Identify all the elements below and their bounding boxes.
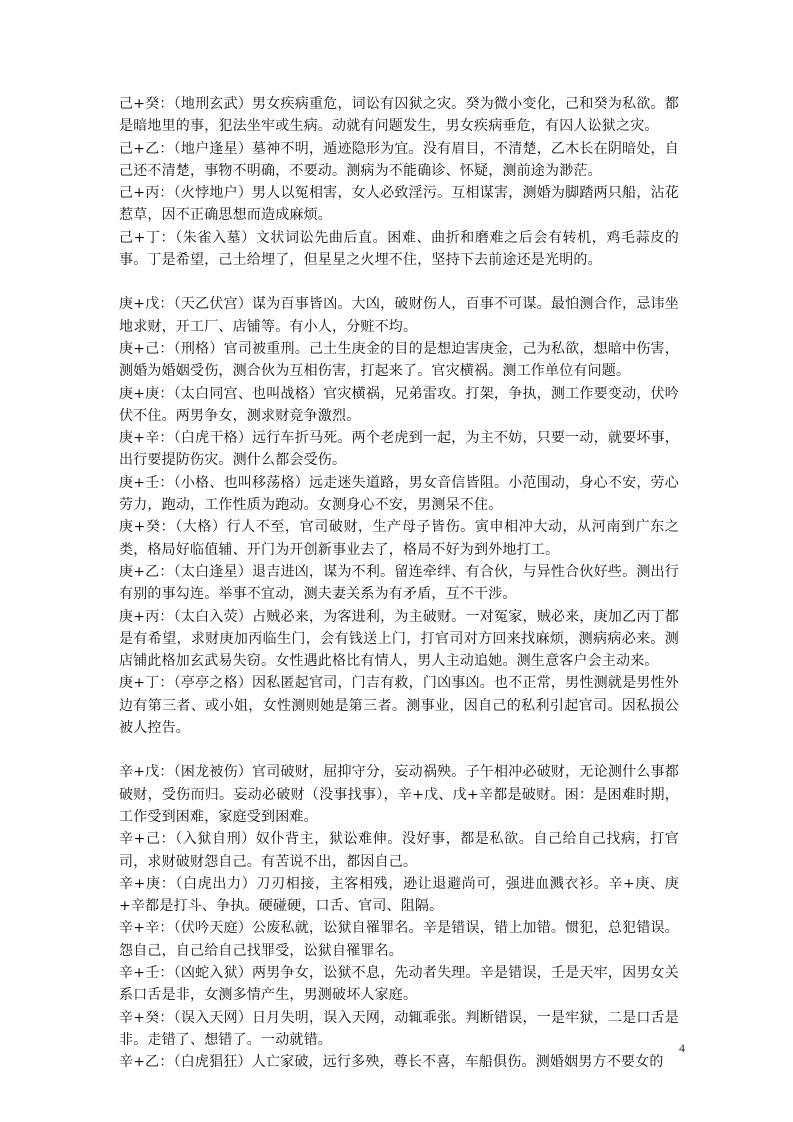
combination-entry: 己+丁：（朱雀入墓）文状词讼先曲后直。困难、曲折和磨难之后会有转机，鸡毛蒜皮的事。丁是希望，己土给埋了，但星星之火埋不住，坚持下去前途还是光明的。 — [119, 229, 679, 269]
combination-entry: 庚+己：（刑格）官司被重刑。己土生庚金的目的是想迫害庚金，己为私欲，想暗中伤害，测婚为婚姻受伤，测合伙为互相伤害，打起来了。官灾横祸。测工作单位有问题。 — [119, 340, 679, 380]
combination-entry: 辛+癸：（误入天网）日月失明，误入天网，动辄乖张。判断错误，一是牢狱，二是口舌是非。走错了、想错了。一动就错。 — [119, 1009, 679, 1048]
combination-entry: 庚+辛：（白虎干格）远行车折马死。两个老虎到一起，为主不妨，只要一动，就要坏事，出行要提防伤灾。测什么都会受伤。 — [119, 430, 679, 469]
combination-entry: 庚+庚：（太白同宫、也叫战格）官灾横祸，兄弟雷攻。打架，争执，测工作要变动，伏吟伏不住。两男争女，测求财竞争激烈。 — [119, 385, 679, 424]
combination-entry: 辛+庚：（白虎出力）刀刃相接，主客相残，逊让退避尚可，强进血溅衣衫。辛+庚、庚+辛都是打斗、争执。硬碰硬，口舌、官司、阻隔。 — [119, 875, 679, 915]
combination-entry: 己+癸：（地刑玄武）男女疾病重危，词讼有囚狱之灾。癸为微小变化，己和癸为私欲。都是暗地里的事，犯法坐牢或生病。动就有问题发生，男女疾病垂危，有囚人讼狱之灾。 — [119, 96, 679, 135]
combination-entry: 庚+戊：（天乙伏宫）谋为百事皆凶。大凶，破财伤人，百事不可谋。最怕测合作，忌讳坐地求财，开工厂、店铺等。有小人，分赃不均。 — [119, 296, 679, 335]
combination-entry: 庚+癸：（大格）行人不至，官司破财，生产母子皆伤。寅申相冲大动，从河南到广东之类，格局好临值辅、开门为开创新事业去了，格局不好为到外地打工。 — [119, 519, 679, 558]
combination-entry: 辛+戊：（困龙被伤）官司破财，屈抑守分，妄动祸殃。子午相冲必破财，无论测什么事都破财，受伤而归。妄动必破财（没事找事），辛+戊、戊+辛都是破财。困：是困难时期，工作受到困难，家庭受到困难。 — [119, 764, 679, 825]
group-spacer — [119, 739, 679, 761]
combination-entry: 辛+己：（入狱自刑）奴仆背主，狱讼难伸。没好事，都是私欲。自己给自己找病，打官司，求财破财怨自己。有苦说不出，都因自己。 — [119, 831, 679, 870]
combination-entry: 己+乙：（地户逢星）墓神不明，遁迹隐形为宜。没有眉目，不清楚，乙木长在阴暗处，自己还不清楚，事物不明确，不要动。测病为不能确诊、怀疑，测前途为渺茫。 — [119, 140, 679, 179]
stem-group-ji — [119, 93, 679, 271]
combination-entry: 庚+壬：（小格、也叫移荡格）远走迷失道路，男女音信皆阻。小范围动，身心不安，劳心劳力，跑动，工作性质为跑动。女测身心不安，男测呆不住。 — [119, 474, 679, 514]
combination-entry: 庚+乙：（太白逢星）退吉进凶，谋为不利。留连牵绊、有合伙，与异性合伙好些。测出行有别的事勾连。举事不宜动，测夫妻关系为有矛盾，互不干涉。 — [119, 563, 679, 603]
page-body — [119, 93, 679, 1073]
combination-entry: 庚+丁：（亭亭之格）因私匿起官司，门吉有救，门凶事凶。也不正常，男性测就是男性外边有第三者、或小姐，女性测则她是第三者。测事业，因自己的私利引起官司。因私损公被人控告。 — [119, 675, 679, 737]
combination-entry: 辛+辛：（伏吟天庭）公废私就，讼狱自罹罪名。辛是错误，错上加错。惯犯，总犯错误。怨自己，自己给自己找罪受，讼狱自罹罪名。 — [119, 920, 679, 959]
combination-entry: 辛+乙：（白虎猖狂）人亡家破，远行多殃，尊长不喜，车船俱伤。测婚姻男方不要女的 — [119, 1054, 664, 1071]
stem-group-geng — [119, 293, 679, 739]
stem-group-xin — [119, 761, 679, 1073]
combination-entry: 庚+丙：（太白入荧）占贼必来，为客进利，为主破财。一对冤家，贼必来，庚加乙丙丁都是有希望，求财庚加丙临生门，会有钱送上门，打官司对方回来找麻烦，测病病必来。测店铺此格加玄武易失窃。女性遇此格比有情人，男人主动追她。测生意客户会主动来。 — [119, 608, 679, 670]
group-spacer — [119, 271, 679, 293]
combination-entry: 己+丙：（火悖地户）男人以冤相害，女人必致淫污。互相谋害，测婚为脚踏两只船，沾花惹草，因不正确思想而造成麻烦。 — [119, 185, 679, 224]
page-number: 4 — [679, 1041, 685, 1055]
combination-entry: 辛+壬：（凶蛇入狱）两男争女，讼狱不息，先动者失理。辛是错误，壬是天牢，因男女关系口舌是非，女测多情产生，男测破坏人家庭。 — [119, 964, 679, 1004]
